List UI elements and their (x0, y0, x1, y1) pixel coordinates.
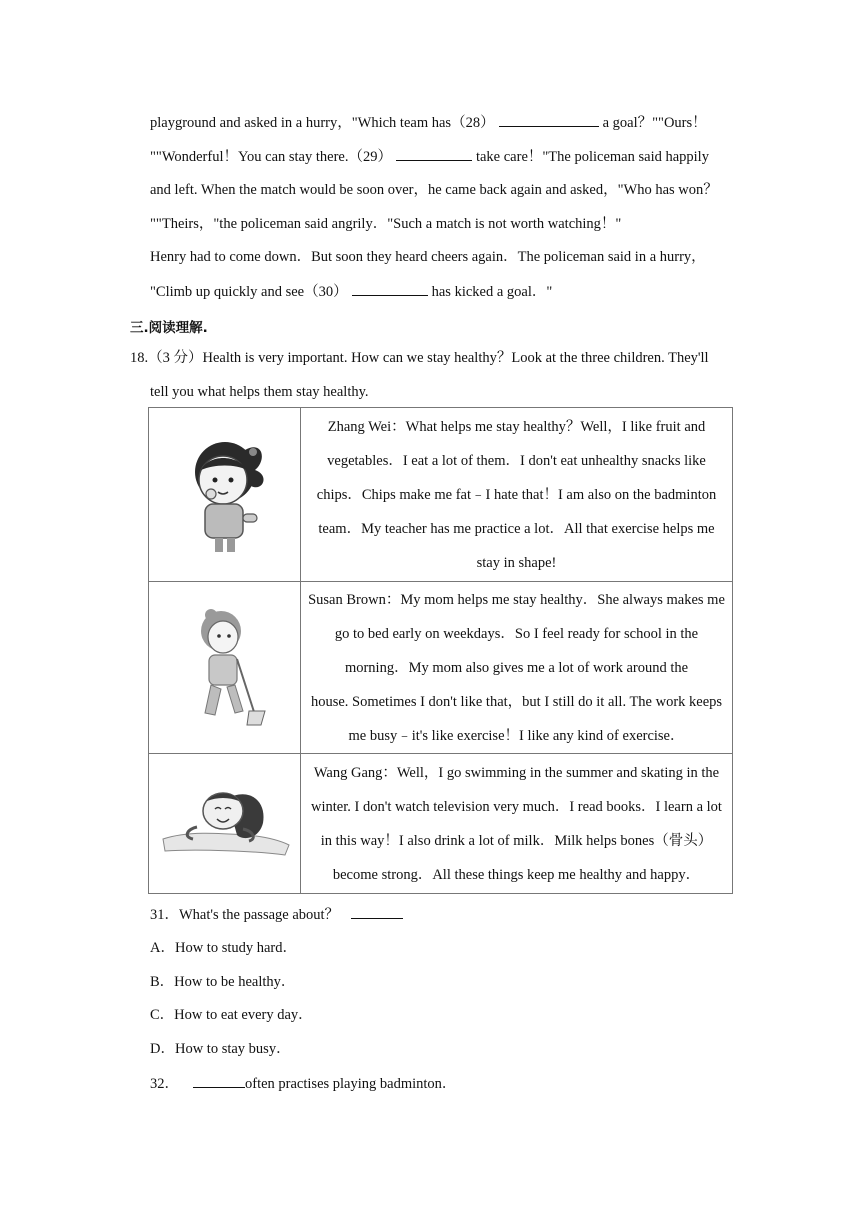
wang-gang-text: Wang Gang：Well，I go swimming in the summer and skating in the winter. I don't watch television very much．I read books．I learn a lot in this way！I also drink a lot of milk．Milk helps bones（骨头） become strong．All these things keep me healthy and happy． (301, 754, 733, 894)
susan-brown-text: Susan Brown：My mom helps me stay healthy．She always makes me go to bed early on weekdays．So I feel ready for school in the morning．My mom also gives me a lot of work around the house. Sometimes I don't like that，but I still do it all. The work keeps me busy﹣it's like exercise！I like any kind of exercise． (301, 582, 733, 754)
option-a[interactable]: A．How to study hard． (150, 940, 298, 956)
answer-blank-32[interactable] (193, 1073, 245, 1088)
answer-blank-31[interactable] (351, 904, 403, 919)
option-d[interactable]: D．How to stay busy． (150, 1041, 291, 1057)
reading-table (148, 407, 733, 894)
question-18-line-1: 18.（3 分）Health is very important. How can we stay healthy？Look at the three children. They'll (130, 350, 709, 366)
picture-cell (149, 582, 301, 754)
table-row (149, 754, 733, 894)
passage-line-2: ""Wonderful！You can stay there.（29） take care！"The policeman said happily (150, 146, 709, 167)
question-31: 31．What's the passage about？ (150, 904, 407, 925)
table-row (149, 582, 733, 754)
picture-cell (149, 754, 301, 894)
option-c[interactable]: C．How to eat every day． (150, 1007, 313, 1023)
question-32: 32． often practises playing badminton． (150, 1073, 456, 1094)
girl-eating-icon (175, 430, 275, 560)
table-row (149, 408, 733, 582)
passage-line-6: "Climb up quickly and see（30） has kicked a goal．" (150, 281, 552, 302)
picture-cell (149, 408, 301, 582)
option-b[interactable]: B．How to be healthy． (150, 974, 296, 990)
girl-sweeping-icon (175, 603, 275, 733)
boy-skating-icon (157, 779, 293, 869)
zhang-wei-text: Zhang Wei：What helps me stay healthy？Well，I like fruit and vegetables．I eat a lot of them．I don't eat unhealthy snacks like chips．Chips make me fat﹣I hate that！I am also on the badminton team．My teacher has me practice a lot．All that exercise helps me stay in shape! (301, 408, 733, 582)
answer-blank-29[interactable] (396, 146, 472, 161)
section-title: 三.阅读理解. (130, 320, 208, 336)
answer-blank-30[interactable] (352, 281, 428, 296)
passage-line-4: ""Theirs，"the policeman said angrily．"Such a match is not worth watching！" (150, 216, 622, 232)
question-18-line-2: tell you what helps them stay healthy. (150, 384, 369, 400)
passage-line-3: and left. When the match would be soon over，he came back again and asked，"Who has won？ (150, 182, 718, 198)
answer-blank-28[interactable] (499, 112, 599, 127)
passage-line-1: playground and asked in a hurry，"Which team has（28） a goal？""Ours！ (150, 112, 707, 133)
passage-line-5: Henry had to come down．But soon they heard cheers again．The policeman said in a hurry， (150, 249, 706, 265)
